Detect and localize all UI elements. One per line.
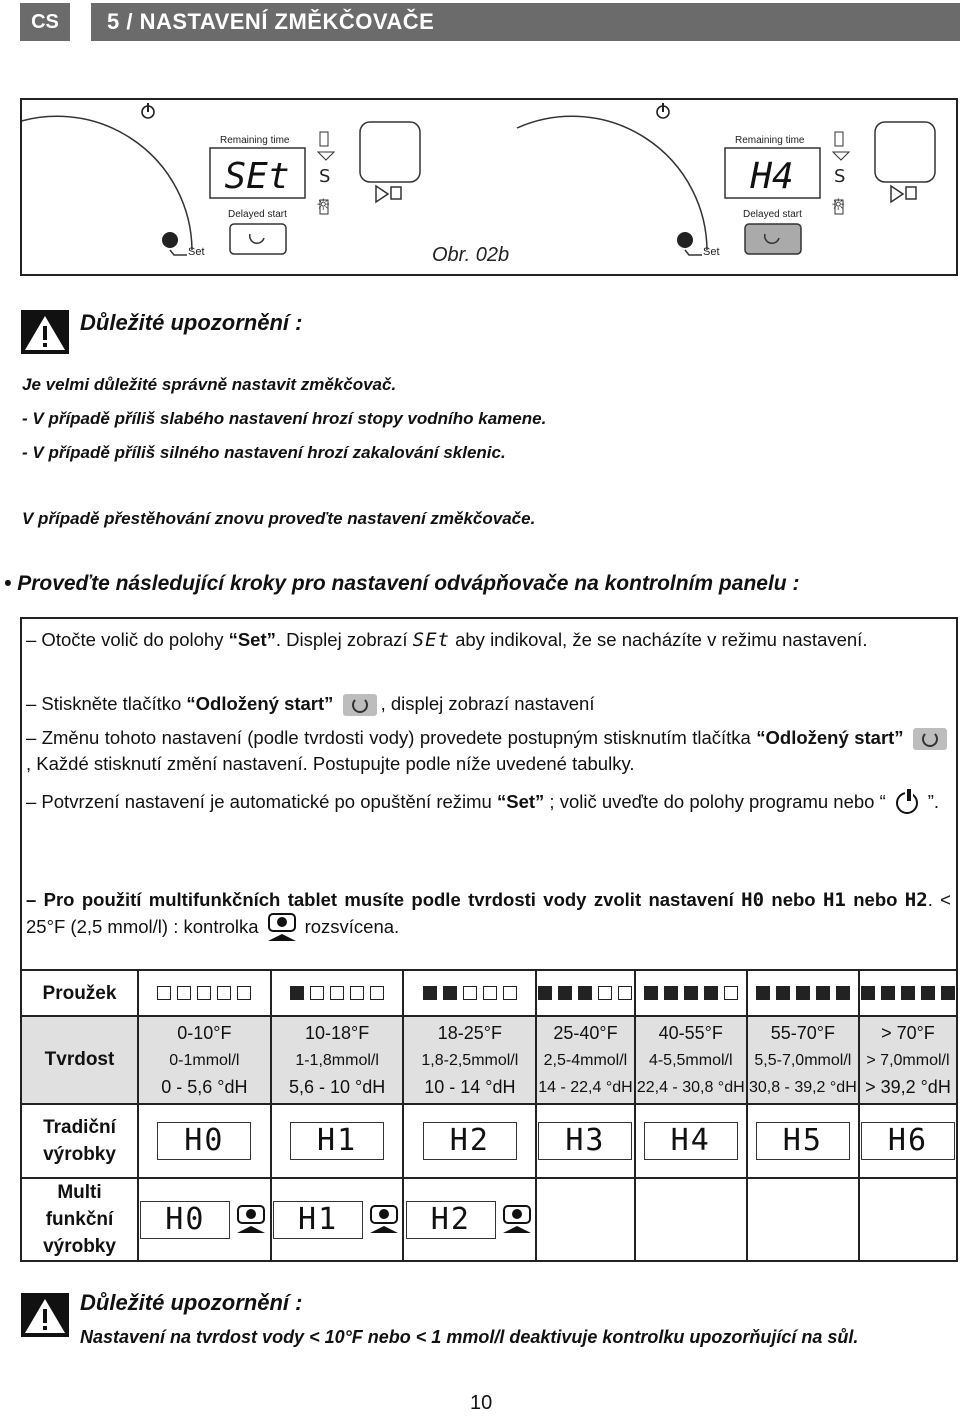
strip-square-empty xyxy=(237,986,251,1000)
svg-text:S: S xyxy=(319,166,331,187)
trad-setting-cell: H2 xyxy=(403,1104,536,1178)
panel-display-value: SEt xyxy=(224,156,290,197)
multi-setting-cell: H2 xyxy=(403,1178,536,1261)
hardness-cell: 10-18°F 1-1,8mmol/l 5,6 - 10 °dH xyxy=(271,1016,404,1104)
traditional-label: Tradiční výrobky xyxy=(21,1104,138,1178)
rinse-aid-icon xyxy=(318,152,334,160)
panel-display-value: H4 xyxy=(750,156,794,197)
tablet-indicator-icon xyxy=(265,913,299,943)
strip-square-empty xyxy=(483,986,497,1000)
hardness-cell: 25-40°F 2,5-4mmol/l 14 - 22,4 °dH xyxy=(536,1016,634,1104)
hardness-cell: 0-10°F 0-1mmol/l 0 - 5,6 °dH xyxy=(138,1016,271,1104)
delayed-start-button-icon xyxy=(230,224,286,254)
multi-setting-cell: H1 xyxy=(271,1178,404,1261)
tablet-indicator-icon xyxy=(367,1203,401,1237)
trad-setting-cell: H1 xyxy=(271,1104,404,1178)
strip-square-filled xyxy=(881,986,895,1000)
start-pause-icon xyxy=(376,186,401,202)
strip-square-empty xyxy=(330,986,344,1000)
warning-title: Důležité upozornění : xyxy=(80,1290,303,1315)
strip-square-filled xyxy=(538,986,552,1000)
trad-setting-cell: H4 xyxy=(635,1104,747,1178)
strip-square-filled xyxy=(921,986,935,1000)
strip-square-filled xyxy=(796,986,810,1000)
step-5: – Pro použití multifunkčních tablet musíte podle tvrdosti vody zvolit nastavení H0 nebo H1 nebo H2. < 25°F (2,5 mmol/l) : kontrolka rozsvícena. xyxy=(26,887,951,943)
warning-line: - V případě příliš slabého nastavení hrozí stopy vodního kamene. xyxy=(22,409,547,428)
empty-cell xyxy=(635,1178,747,1261)
strip-cell xyxy=(635,970,747,1016)
strip-square-filled xyxy=(290,986,304,1000)
strip-square-filled xyxy=(861,986,875,1000)
steps-heading-text: Proveďte následující kroky pro nastavení odvápňovače na kontrolním panelu : xyxy=(17,572,800,595)
strip-square-empty xyxy=(217,986,231,1000)
hardness-cell: 55-70°F 5,5-7,0mmol/l 30,8 - 39,2 °dH xyxy=(747,1016,859,1104)
delayed-start-label: Delayed start xyxy=(228,209,287,220)
strip-square-filled xyxy=(941,986,955,1000)
empty-cell xyxy=(859,1178,957,1261)
remaining-time-label: Remaining time xyxy=(735,135,805,146)
multifunction-label: Multi funkční výrobky xyxy=(21,1178,138,1261)
set-label: Set xyxy=(188,246,205,258)
strip-square-filled xyxy=(816,986,830,1000)
strip-cell xyxy=(403,970,536,1016)
warning-icon xyxy=(21,1293,69,1337)
set-dial-knob-icon xyxy=(162,232,178,248)
strip-square-filled xyxy=(423,986,437,1000)
strip-cell xyxy=(859,970,957,1016)
empty-cell xyxy=(536,1178,634,1261)
strip-square-filled xyxy=(836,986,850,1000)
strip-square-filled xyxy=(776,986,790,1000)
svg-text:☼: ☼ xyxy=(316,195,331,214)
strip-cell xyxy=(138,970,271,1016)
panel-right xyxy=(517,103,935,258)
section-title: 5 / NASTAVENÍ ZMĚKČOVAČE xyxy=(91,3,960,41)
strip-square-empty xyxy=(157,986,171,1000)
step-2: – Stiskněte tlačítko “Odložený start” , displej zobrazí nastavení xyxy=(26,691,951,717)
trad-setting-cell: H5 xyxy=(747,1104,859,1178)
step-3: – Změnu tohoto nastavení (podle tvrdosti vody) provedete postupným stisknutím tlačítka “Odložený start” , Každé stisknutí změní nastavení. Postupujte podle níže uvedené tabulky. xyxy=(26,725,951,777)
warning-line: Je velmi důležité správně nastavit změkčovač. xyxy=(22,375,397,394)
relocation-note: V případě přestěhování znovu proveďte nastavení změkčovače. xyxy=(22,509,536,528)
trad-setting-cell: H0 xyxy=(138,1104,271,1178)
instructions-box xyxy=(20,617,958,969)
start-pause-icon xyxy=(891,186,916,202)
strip-cell xyxy=(747,970,859,1016)
strip-square-empty xyxy=(598,986,612,1000)
set-label: Set xyxy=(703,246,720,258)
language-tag: CS xyxy=(20,3,70,41)
sparkle-icon xyxy=(831,195,845,214)
strip-square-filled xyxy=(578,986,592,1000)
strip-square-filled xyxy=(901,986,915,1000)
steps-heading: • Proveďte následující kroky pro nastavení odvápňovače na kontrolním panelu : xyxy=(4,572,800,595)
warning-icon xyxy=(21,310,69,354)
set-dial-knob-icon xyxy=(677,232,693,248)
strip-square-empty xyxy=(724,986,738,1000)
strip-square-empty xyxy=(197,986,211,1000)
strip-square-filled xyxy=(558,986,572,1000)
panel-left xyxy=(22,103,420,258)
strip-square-filled xyxy=(756,986,770,1000)
power-icon xyxy=(657,103,669,118)
sparkle-icon xyxy=(316,195,330,214)
strip-square-empty xyxy=(350,986,364,1000)
strip-cell xyxy=(536,970,634,1016)
strip-square-empty xyxy=(503,986,517,1000)
hardness-cell: > 70°F > 7,0mmol/l > 39,2 °dH xyxy=(859,1016,957,1104)
tablet-indicator-icon xyxy=(500,1203,534,1237)
strip-square-filled xyxy=(664,986,678,1000)
delayed-start-icon xyxy=(343,694,377,716)
warning-line: - V případě příliš silného nastavení hrozí zakalování sklenic. xyxy=(22,443,506,462)
step-4: – Potvrzení nastavení je automatické po opuštění režimu “Set” ; volič uveďte do polohy programu nebo “ ”. xyxy=(26,789,951,815)
strip-cell xyxy=(271,970,404,1016)
hardness-table xyxy=(20,969,958,1262)
salt-warning-note: Nastavení na tvrdost vody < 10°F nebo < 1 mmol/l deaktivuje kontrolku upozorňující na sůl. xyxy=(80,1327,859,1347)
strip-square-filled xyxy=(704,986,718,1000)
strip-square-empty xyxy=(618,986,632,1000)
svg-text:S: S xyxy=(834,166,846,187)
figure-caption: Obr. 02b xyxy=(432,244,510,266)
strip-square-empty xyxy=(177,986,191,1000)
strip-label: Proužek xyxy=(21,970,138,1016)
power-icon xyxy=(142,103,154,118)
trad-setting-cell: H6 xyxy=(859,1104,957,1178)
set-display-glyph: SEt xyxy=(412,629,450,651)
page-number: 10 xyxy=(470,1392,493,1414)
delayed-start-label: Delayed start xyxy=(743,209,802,220)
power-icon xyxy=(896,792,918,814)
strip-square-empty xyxy=(463,986,477,1000)
hardness-label: Tvrdost xyxy=(21,1016,138,1104)
salt-icon xyxy=(834,166,845,187)
empty-cell xyxy=(747,1178,859,1261)
strip-square-filled xyxy=(684,986,698,1000)
remaining-time-label: Remaining time xyxy=(220,135,290,146)
delayed-start-icon xyxy=(913,728,947,750)
delayed-start-button-icon xyxy=(745,224,801,254)
strip-square-empty xyxy=(310,986,324,1000)
strip-square-filled xyxy=(443,986,457,1000)
multi-setting-cell: H0 xyxy=(138,1178,271,1261)
rinse-aid-icon xyxy=(833,152,849,160)
warning-title: Důležité upozornění : xyxy=(80,310,303,335)
step-1: – Otočte volič do polohy “Set”. Displej zobrazí SEt aby indikoval, že se nacházíte v režimu nastavení. xyxy=(26,629,868,651)
strip-square-filled xyxy=(644,986,658,1000)
tablet-indicator-icon xyxy=(234,1203,268,1237)
strip-square-empty xyxy=(370,986,384,1000)
salt-icon xyxy=(319,166,330,187)
hardness-cell: 18-25°F 1,8-2,5mmol/l 10 - 14 °dH xyxy=(403,1016,536,1104)
svg-text:☼: ☼ xyxy=(831,195,846,214)
hardness-cell: 40-55°F 4-5,5mmol/l 22,4 - 30,8 °dH xyxy=(635,1016,747,1104)
trad-setting-cell: H3 xyxy=(536,1104,634,1178)
